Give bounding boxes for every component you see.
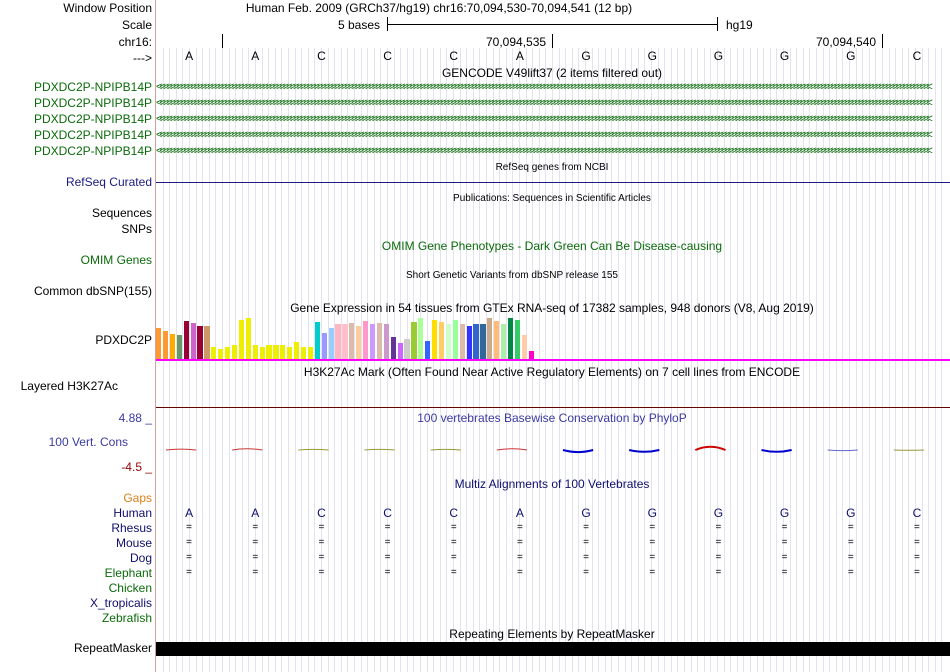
gtex-tissue-bar[interactable] [425, 341, 430, 360]
alignment-match-mark: = [781, 522, 788, 533]
alignment-match-mark: = [847, 567, 854, 578]
base-letter: G [713, 49, 724, 63]
base-letter: C [317, 49, 326, 63]
base-letter: A [515, 49, 524, 63]
scale-bar-left-tick [387, 17, 388, 31]
gencode-item-label[interactable]: PDXDC2P-NPIPB14P [33, 128, 152, 142]
alignment-match-mark: = [186, 567, 192, 578]
alignment-match-mark: = [252, 522, 259, 533]
species-label-zebrafish[interactable]: Zebrafish [101, 611, 152, 625]
phylop-score-mark [431, 449, 461, 450]
human-alignment-base: A [515, 506, 524, 520]
gtex-tissue-bar[interactable] [246, 318, 251, 360]
phylop-score-mark [166, 449, 196, 450]
scale-bases-text: 5 bases [338, 18, 381, 32]
repeatmasker-element[interactable] [156, 642, 950, 656]
gtex-tissue-bar[interactable] [377, 323, 382, 360]
alignment-match-mark: = [186, 537, 192, 548]
alignment-match-mark: = [913, 567, 920, 578]
alignment-match-mark: = [516, 537, 523, 548]
species-label-chicken[interactable]: Chicken [108, 581, 152, 595]
phylop-score-mark [365, 449, 395, 450]
refseq-track-title: RefSeq genes from NCBI [495, 162, 609, 173]
gtex-tissue-bar[interactable] [163, 331, 168, 360]
gtex-tissue-bar[interactable] [439, 322, 444, 360]
alignment-match-mark: = [318, 537, 325, 548]
alignment-match-mark: = [781, 552, 788, 563]
alignment-match-mark: = [913, 552, 920, 563]
alignment-match-mark: = [583, 567, 589, 578]
phylop-score-mark [497, 449, 527, 450]
phylop-track-title: 100 vertebrates Basewise Conservation by PhyloP [417, 411, 687, 425]
alignment-match-mark: = [583, 552, 589, 563]
refseq-track-label[interactable]: RefSeq Curated [65, 175, 152, 189]
alignment-match-mark: = [252, 552, 259, 563]
gencode-transcript-line[interactable]: <<<<<<<<<<<<<<<<<<<<<<<<<<<<<<<<<<<<<<<<<<<<<<<<<<<<<<<<<<<<<<<<<<<<<<<<<<<<<<<<<<<<<<<<<<<<<<<<<<<<<<<<<<<<<<<<<<<<<<<<<<<<<<<<<<<<<<<<<<<<<<<<<<<<<<<<<<<<<<<<<<<<<<<<<<<<<<<<<<<<<<<<<<<<<<<<<<<<<<<<<<<<<<<<<<<<<<<<<<<<<<<<<< [156, 147, 930, 156]
strand-arrow-label: ---> [133, 51, 152, 65]
window-position-label: Window Position [63, 1, 152, 15]
base-letter: G [779, 49, 790, 63]
phylop-score-mark [828, 450, 858, 451]
gtex-tissue-bar[interactable] [232, 345, 237, 360]
gtex-tissue-bar[interactable] [370, 324, 375, 360]
human-alignment-base: G [846, 506, 856, 520]
alignment-match-mark: = [186, 522, 192, 533]
gtex-tissue-bar[interactable] [204, 326, 209, 360]
gencode-transcript-line[interactable]: <<<<<<<<<<<<<<<<<<<<<<<<<<<<<<<<<<<<<<<<<<<<<<<<<<<<<<<<<<<<<<<<<<<<<<<<<<<<<<<<<<<<<<<<<<<<<<<<<<<<<<<<<<<<<<<<<<<<<<<<<<<<<<<<<<<<<<<<<<<<<<<<<<<<<<<<<<<<<<<<<<<<<<<<<<<<<<<<<<<<<<<<<<<<<<<<<<<<<<<<<<<<<<<<<<<<<<<<<<<<<<<<<< [156, 99, 930, 108]
gtex-tissue-bar[interactable] [446, 324, 451, 360]
alignment-match-mark: = [318, 522, 325, 533]
base-letter: C [449, 49, 459, 63]
human-alignment-base: C [383, 506, 392, 520]
base-letter: C [383, 49, 392, 63]
gtex-tissue-bar[interactable] [515, 320, 520, 360]
alignment-match-mark: = [384, 552, 391, 563]
gtex-track-label[interactable]: PDXDC2P [95, 333, 152, 347]
gtex-tissue-bar[interactable] [177, 335, 182, 360]
assembly-label: hg19 [726, 18, 753, 32]
gtex-tissue-bar[interactable] [294, 342, 299, 360]
gtex-tissue-bar[interactable] [356, 326, 361, 360]
gtex-tissue-bar[interactable] [266, 345, 271, 360]
gtex-tissue-bar[interactable] [170, 334, 175, 360]
base-letter: A [185, 49, 194, 63]
base-letter: A [251, 49, 260, 63]
phylop-score-mark [563, 450, 593, 452]
gtex-tissue-bar[interactable] [391, 337, 396, 360]
phylop-score-mark [298, 449, 328, 450]
alignment-match-mark: = [583, 522, 589, 533]
gtex-tissue-bar[interactable] [398, 343, 403, 360]
chrom-label: chr16: [118, 35, 152, 49]
human-alignment-base: A [251, 506, 260, 520]
gtex-tissue-bar[interactable] [508, 318, 513, 360]
gtex-tissue-bar[interactable] [239, 320, 244, 360]
gtex-tissue-bar[interactable] [273, 345, 278, 360]
phylop-score-mark [762, 450, 792, 452]
human-alignment-base: C [449, 506, 459, 520]
coord-label-2: 70,094,540 [816, 35, 877, 49]
omim-track-title: OMIM Gene Phenotypes - Dark Green Can Be Disease-causing [381, 239, 723, 253]
alignment-match-mark: = [450, 567, 457, 578]
species-label-rhesus[interactable]: Rhesus [111, 521, 152, 535]
alignment-match-mark: = [318, 552, 325, 563]
human-alignment-base: G [647, 506, 657, 520]
alignment-match-mark: = [516, 552, 523, 563]
gtex-tissue-bar[interactable] [384, 324, 389, 360]
alignment-match-mark: = [450, 537, 457, 548]
coord-label-1: 70,094,535 [486, 35, 547, 49]
alignment-match-mark: = [186, 552, 192, 563]
gtex-tissue-bar[interactable] [494, 321, 499, 360]
gtex-tissue-bar[interactable] [184, 321, 189, 360]
alignment-match-mark: = [847, 522, 854, 533]
omim-track-label[interactable]: OMIM Genes [80, 253, 152, 267]
alignment-match-mark: = [715, 552, 722, 563]
dbsnp-track-title: Short Genetic Variants from dbSNP release 155 [406, 270, 618, 281]
coord-tick [222, 34, 223, 48]
gtex-tissue-bar[interactable] [335, 324, 340, 360]
alignment-match-mark: = [450, 522, 457, 533]
gtex-tissue-bar[interactable] [404, 339, 409, 360]
alignment-match-mark: = [516, 567, 523, 578]
gtex-tissue-bar[interactable] [197, 326, 202, 360]
gencode-transcript-line[interactable]: <<<<<<<<<<<<<<<<<<<<<<<<<<<<<<<<<<<<<<<<<<<<<<<<<<<<<<<<<<<<<<<<<<<<<<<<<<<<<<<<<<<<<<<<<<<<<<<<<<<<<<<<<<<<<<<<<<<<<<<<<<<<<<<<<<<<<<<<<<<<<<<<<<<<<<<<<<<<<<<<<<<<<<<<<<<<<<<<<<<<<<<<<<<<<<<<<<<<<<<<<<<<<<<<<<<<<<<<<<<<<<<<<< [156, 115, 930, 124]
species-label-human[interactable]: Human [113, 506, 152, 520]
gtex-tissue-bar[interactable] [460, 324, 465, 360]
gtex-tissue-bar[interactable] [363, 321, 368, 360]
base-letter: G [647, 49, 657, 63]
human-alignment-base: C [912, 506, 922, 520]
coord-tick [552, 34, 553, 48]
alignment-match-mark: = [649, 567, 656, 578]
position-title: Human Feb. 2009 (GRCh37/hg19) chr16:70,094,530-70,094,541 (12 bp) [245, 1, 633, 15]
phylop-score-mark [629, 450, 659, 452]
species-label-dog[interactable]: Dog [129, 551, 152, 565]
alignment-match-mark: = [318, 567, 325, 578]
alignment-match-mark: = [384, 522, 391, 533]
alignment-match-mark: = [583, 537, 589, 548]
alignment-match-mark: = [516, 522, 523, 533]
h3k27ac-signal-line[interactable] [156, 407, 950, 408]
gtex-tissue-bar[interactable] [349, 323, 354, 360]
publications-track-title: Publications: Sequences in Scientific Articles [453, 193, 651, 204]
alignment-match-mark: = [384, 537, 391, 548]
phylop-score-mark [232, 449, 262, 450]
repeatmasker-track-title: Repeating Elements by RepeatMasker [449, 627, 655, 641]
human-alignment-base: G [779, 506, 790, 520]
gtex-tissue-bar[interactable] [280, 345, 285, 360]
gtex-tissue-bar[interactable] [418, 318, 423, 360]
scale-bar-right-tick [717, 17, 718, 31]
h3k27ac-track-title: H3K27Ac Mark (Often Found Near Active Regulatory Elements) on 7 cell lines from ENCODE [303, 365, 801, 379]
gtex-tissue-bar[interactable] [411, 322, 416, 360]
alignment-match-mark: = [847, 537, 854, 548]
gtex-bar-chart[interactable] [156, 316, 556, 360]
human-alignment-base: G [713, 506, 724, 520]
gencode-transcript-line[interactable]: <<<<<<<<<<<<<<<<<<<<<<<<<<<<<<<<<<<<<<<<<<<<<<<<<<<<<<<<<<<<<<<<<<<<<<<<<<<<<<<<<<<<<<<<<<<<<<<<<<<<<<<<<<<<<<<<<<<<<<<<<<<<<<<<<<<<<<<<<<<<<<<<<<<<<<<<<<<<<<<<<<<<<<<<<<<<<<<<<<<<<<<<<<<<<<<<<<<<<<<<<<<<<<<<<<<<<<<<<<<<<<<<<< [156, 83, 930, 92]
alignment-match-mark: = [450, 552, 457, 563]
gencode-track-title: GENCODE V49lift37 (2 items filtered out) [441, 66, 663, 80]
gtex-tissue-bar[interactable] [322, 333, 327, 360]
gtex-tissue-bar[interactable] [432, 320, 437, 360]
repeatmasker-track-label[interactable]: RepeatMasker [73, 641, 152, 655]
track-image-panel[interactable] [156, 0, 950, 672]
species-label-mouse[interactable]: Mouse [115, 536, 152, 550]
alignment-match-mark: = [781, 567, 788, 578]
base-letter: C [912, 49, 922, 63]
gtex-tissue-bar[interactable] [522, 335, 527, 360]
base-letter: G [581, 49, 591, 63]
alignment-match-mark: = [847, 552, 854, 563]
phylop-track-label[interactable]: 100 Vert. Cons [48, 435, 128, 449]
publications-snps-label[interactable]: SNPs [121, 222, 152, 236]
gtex-tissue-bar[interactable] [473, 324, 478, 360]
phylop-wiggle[interactable] [156, 430, 950, 470]
dbsnp-track-label[interactable]: Common dbSNP(155) [33, 284, 152, 298]
base-letter: G [846, 49, 856, 63]
scale-bar [387, 24, 717, 25]
alignment-match-mark: = [252, 567, 259, 578]
alignment-match-mark: = [384, 567, 391, 578]
alignment-match-mark: = [715, 567, 722, 578]
refseq-gene-line[interactable] [156, 182, 950, 183]
gtex-tissue-bar[interactable] [253, 345, 258, 360]
gencode-transcript-line[interactable]: <<<<<<<<<<<<<<<<<<<<<<<<<<<<<<<<<<<<<<<<<<<<<<<<<<<<<<<<<<<<<<<<<<<<<<<<<<<<<<<<<<<<<<<<<<<<<<<<<<<<<<<<<<<<<<<<<<<<<<<<<<<<<<<<<<<<<<<<<<<<<<<<<<<<<<<<<<<<<<<<<<<<<<<<<<<<<<<<<<<<<<<<<<<<<<<<<<<<<<<<<<<<<<<<<<<<<<<<<<<<<<<<<< [156, 131, 930, 140]
alignment-match-mark: = [715, 522, 722, 533]
alignment-match-mark: = [781, 537, 788, 548]
species-label-xtropicalis[interactable]: X_tropicalis [89, 596, 152, 610]
gencode-item-label[interactable]: PDXDC2P-NPIPB14P [33, 144, 152, 158]
phylop-ymin-label: -4.5 _ [121, 460, 152, 474]
phylop-score-mark [695, 447, 725, 450]
alignment-match-mark: = [649, 522, 656, 533]
gtex-tissue-bar[interactable] [480, 324, 485, 360]
coord-tick [882, 34, 883, 48]
gtex-tissue-bar[interactable] [467, 326, 472, 360]
gtex-tissue-bar[interactable] [329, 328, 334, 360]
human-alignment-base: A [185, 506, 194, 520]
alignment-match-mark: = [649, 537, 656, 548]
scale-label: Scale [121, 18, 152, 32]
gtex-tissue-bar[interactable] [453, 320, 458, 360]
alignment-match-mark: = [252, 537, 259, 548]
gtex-track-title: Gene Expression in 54 tissues from GTEx RNA-seq of 17382 samples, 948 donors (V8, Aug 2019) [290, 301, 814, 315]
gtex-tissue-bar[interactable] [315, 322, 320, 360]
gencode-item-label[interactable]: PDXDC2P-NPIPB14P [33, 112, 152, 126]
gtex-tissue-bar[interactable] [487, 318, 492, 360]
alignment-match-mark: = [913, 537, 920, 548]
h3k27ac-track-label[interactable]: Layered H3K27Ac [20, 379, 118, 393]
gtex-tissue-bar[interactable] [191, 323, 196, 360]
gtex-tissue-bar[interactable] [501, 324, 506, 360]
gencode-item-label[interactable]: PDXDC2P-NPIPB14P [33, 96, 152, 110]
species-label-elephant[interactable]: Elephant [104, 566, 152, 580]
alignment-match-mark: = [715, 537, 722, 548]
publications-sequences-label[interactable]: Sequences [91, 206, 152, 220]
track-labels-panel [0, 0, 156, 672]
alignment-match-mark: = [913, 522, 920, 533]
human-alignment-base: G [581, 506, 591, 520]
gtex-tissue-bar[interactable] [342, 324, 347, 360]
alignment-match-mark: = [649, 552, 656, 563]
gtex-baseline [156, 359, 950, 361]
human-alignment-base: C [317, 506, 326, 520]
multiz-track-title: Multiz Alignments of 100 Vertebrates [454, 477, 650, 491]
phylop-ymax-label: 4.88 _ [118, 411, 152, 425]
gaps-label[interactable]: Gaps [123, 491, 152, 505]
gtex-tissue-bar[interactable] [156, 328, 161, 360]
gencode-item-label[interactable]: PDXDC2P-NPIPB14P [33, 80, 152, 94]
